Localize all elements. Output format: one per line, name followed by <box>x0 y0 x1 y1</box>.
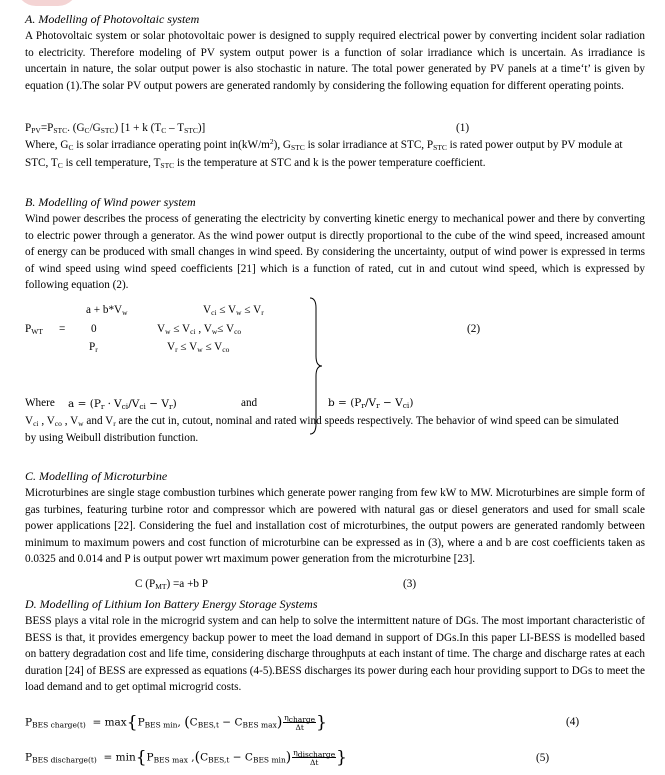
equation-4-number: (4) <box>566 716 580 728</box>
section-a-where-line2: STC, $T_C$ is cell temperature, $T_{STC}$ is the temperature at STC and k is the power temperature coefficient. <box>25 157 486 170</box>
section-b-heading: B. Modelling of Wind power system <box>25 195 196 209</box>
coefficient-a: $a = (P_r$ ⸱ $V_{ci}/V_{ci} - V_r$) <box>68 398 177 411</box>
coefficient-b: $b = (P_r/V_r - V_{ci})$ <box>328 397 414 410</box>
equation-5-number: (5) <box>536 752 550 764</box>
section-b-paragraph: Wind power describes the process of generating the electricity by converting kinetic energy to mechanical power and there by converting to electric power through a generator. As the wind power output is directly proportional to the cube of the wind speed, increased amount of energy can be produced with small changes in wind speed. By considering the uncertainty, output of wind power is expressed in terms of wind speed using wind speed coefficients [21] which is a function of rated, cut in and cutout wind speed, which is expressed by following equation (2). <box>25 213 645 292</box>
equation-3: C $(P_{MT}) =a +b$ P <box>135 578 208 591</box>
section-a-heading: A. Modelling of Photovoltaic system <box>25 12 200 26</box>
section-b-closing-line2: by using Weibull distribution function. <box>25 432 199 444</box>
decorative-shape <box>16 0 78 6</box>
equation-4: $P_{BES charge(t)} = \max\{P_{BES min}$, $(C_{BES,t} - C_{BES max})$ $\frac{\eta_{charge}}{\Delta t}$ } <box>25 712 327 733</box>
equation-2-number: (2) <box>467 323 481 335</box>
section-a-paragraph: A Photovoltaic system or solar photovoltaic power is designed to supply required electrical power by converting incident solar radiation to electricity. Therefore modeling of PV system output power is a function of solar irradiance which is uncertain. As irradiance is uncertain in nature, the solar output power is also stochastic in nature. The total power generated by PV panels at a time‘t’ is given by equation (1).The solar PV output powers are generated randomly by considering the following equation for different operating points. <box>25 30 645 92</box>
paper-page: A. Modelling of Photovoltaic system A Photovoltaic system or solar photovoltaic power is designed to supply required electrical power by converting incident solar radiation to electricity. Therefore modeling of PV system output power is a function of solar irradiance which is uncertain. As irradiance is uncertain in nature, the solar output power is also stochastic in nature. The total power generated by PV panels at a time‘t’ is given by equation (1).The solar PV output powers are generated randomly by considering the following equation for different operating points. $P_{PV}=P_{STC}$. $(G_C/G_{STC}) [1 + k$ $(T_C - T_{STC})$] (1) Where, $G_C$ is solar irradiance operating point $in(kW/m^2)$, $G_{STC}$ is solar irradiance at STC, $P_{STC}$ is rated power output by PV module at STC, $T_C$ is cell temperature, $T_{STC}$ is the temperature at STC and k is the power temperature coefficient. B. Modelling of Wind power system Wind power describes the process of generating the electricity by converting kinetic energy to mechanical power and there by converting to electric power through a generator. As the wind power output is directly proportional to the cube of the wind speed, increased amount of energy can be produced with small changes in wind speed. By considering the uncertainty, output of wind power is expressed in terms of wind speed using wind speed coefficients [21] which is a function of rated, cut in and cutout wind speed, which is expressed by following equation (2). $a + b*V_w$ $V_{ci} \le V_w \le V_r$ $P_{WT}$ = 0 $V_w \le V_{ci}$ , $V_w\le V_{co}$ $P_r$ $V_r \le V_w \le V_{co}$ (2) Where $a = (P_r$ ⸱ $V_{ci}/V_{ci} - V_r$) and $b = (P_r/V_r - V_{ci})$ $V_{ci}$ , $V_{co}$ , $V_w$ and $V_r$ are the cut in, cutout, nominal and rated wind speeds respectively. The behavior of wind speed can be simulated by using Weibull distribution function. C. Modelling of Microturbine Microturbines are single stage combustion turbines which generate power ranging from few kW to MW. Microturbines are simple form of gas turbines, featuring turbine rotor and compressor which are powered with natural gas or diesel generators and used for small scale power applications [22]. Considering the fuel and installation cost of microturbines, the output powers are generated randomly between minimum to maximum powers and cost function of microturbine can be expressed as in (3), where a and b are cost coefficients taken as 0.0325 and 0.014 and P is output power wrt maximum power generation from the microturbine [23]. C $(P_{MT}) =a +b$ P (3) D. Modelling of Lithium Ion Battery Energy Storage Systems BESS plays a vital role in the microgrid system and can help to solve the intermittent nature of DGs. The most important characteristic of BESS is that, it provides emergency backup power to meet the load demand in support of DGs.In this paper LI-BESS is modelled based on battery degradation cost and life time, considering discharge throughputs at each instant of time. The charge and discharge rates at each duration [24] of BESS are expressed as equations (4-5).BESS discharges its power during each hour providing support to DGs to meet the load demand and to get optimal microgrid costs. $P_{BES charge(t)} = \max\{P_{BES min}$, $(C_{BES,t} - C_{BES max})$ $\frac{\eta_{charge}}{\Delta t}$ } (4) $P_{BES discharge(t)} = \min\{P_{BES max}$ $,(C_{BES,t} - C_{BES min})$ $\frac{\eta_{discharge}}{\Delta t}$ } (5) <box>0 0 665 775</box>
section-b-closing-line1: $V_{ci}$ , $V_{co}$ , $V_w$ and $V_r$ are the cut in, cutout, nominal and rated wind speeds respectively. The behavior of wind speed can be simulated <box>25 415 619 428</box>
section-c-paragraph: Microturbines are single stage combustion turbines which generate power ranging from few kW to MW. Microturbines are simple form of gas turbines, featuring turbine rotor and compressor which are powered with natural gas or diesel generators and used for small scale power applications [22]. Considering the fuel and installation cost of microturbines, the output powers are generated randomly between minimum to maximum powers and cost function of microturbine can be expressed as in (3), where a and b are cost coefficients taken as 0.0325 and 0.014 and P is output power wrt maximum power generation from the microturbine [23]. <box>25 487 645 566</box>
and-label: and <box>241 397 258 409</box>
section-a-where-line1: Where, $G_C$ is solar irradiance operating point $in(kW/m^2)$, $G_{STC}$ is solar irradiance at STC, $P_{STC}$ is rated power output by PV module at <box>25 137 623 152</box>
equation-1-number: (1) <box>456 122 470 134</box>
section-d-paragraph: BESS plays a vital role in the microgrid system and can help to solve the intermittent nature of DGs. The most important characteristic of BESS is that, it provides emergency backup power to meet the load demand in support of DGs.In this paper LI-BESS is modelled based on battery degradation cost and life time, considering discharge throughputs at each instant of time. The charge and discharge rates at each duration [24] of BESS are expressed as equations (4-5).BESS discharges its power during each hour providing support to DGs to meet the load demand and to get optimal microgrid costs. <box>25 615 645 694</box>
equation-1: $P_{PV}=P_{STC}$. $(G_C/G_{STC}) [1 + k$ $(T_C - T_{STC})$] <box>25 122 206 135</box>
section-c-heading: C. Modelling of Microturbine <box>25 469 168 483</box>
section-d-heading: D. Modelling of Lithium Ion Battery Energy Storage Systems <box>25 597 318 611</box>
equation-5: $P_{BES discharge(t)} = \min\{P_{BES max}$ $,(C_{BES,t} - C_{BES min})$ $\frac{\eta_{discharge}}{\Delta t}$ } <box>25 747 347 768</box>
equation-3-number: (3) <box>403 578 417 590</box>
where-label: Where <box>25 397 55 409</box>
